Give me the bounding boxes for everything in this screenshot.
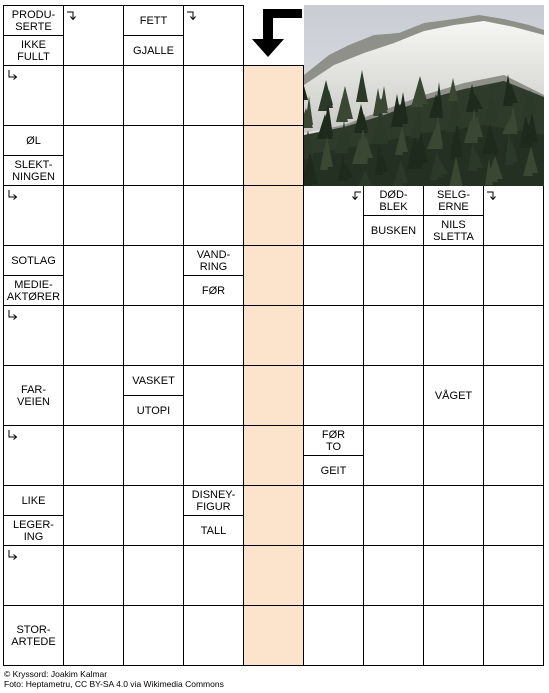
answer-cell[interactable] [123, 485, 184, 546]
answer-cell[interactable] [363, 545, 424, 606]
answer-cell[interactable] [303, 245, 364, 306]
answer-cell[interactable] [123, 185, 184, 246]
snowy-mountain-forest-photo [304, 5, 544, 186]
clue-box: LIKE [3, 485, 64, 516]
solution-cell[interactable] [243, 485, 304, 546]
clue-box: PRODU- SERTE [3, 5, 64, 36]
clue-box: TALL [183, 515, 244, 546]
clue-box: DØD- BLEK [363, 185, 424, 216]
arrow-down-right-icon [6, 189, 18, 201]
clue-box: SELG- ERNE [423, 185, 484, 216]
arrow-down-right-icon [6, 69, 18, 81]
credit-puzzle-author: © Kryssord: Joakim Kalmar [4, 669, 108, 679]
clue-box: STOR- ARTEDE [3, 605, 64, 666]
answer-cell[interactable] [423, 245, 484, 306]
clue-box: NILS SLETTA [423, 215, 484, 246]
arrow-right-down-icon [486, 189, 498, 201]
answer-cell[interactable] [63, 125, 124, 186]
answer-cell[interactable] [483, 485, 544, 546]
answer-cell[interactable] [423, 425, 484, 486]
arrow-down-right-icon [6, 549, 18, 561]
answer-cell[interactable] [123, 425, 184, 486]
solution-cell[interactable] [243, 125, 304, 186]
clue-box: VASKET [123, 365, 184, 396]
clue-box: VÅGET [423, 365, 484, 426]
answer-cell[interactable] [63, 185, 124, 246]
answer-cell[interactable] [183, 65, 244, 126]
answer-cell[interactable] [123, 125, 184, 186]
credits [4, 669, 224, 689]
solution-cell[interactable] [243, 545, 304, 606]
crossword-grid [4, 6, 544, 666]
answer-cell[interactable] [63, 545, 124, 606]
answer-cell[interactable] [183, 425, 244, 486]
answer-cell[interactable] [483, 365, 544, 426]
credit-photo: Foto: Heptametru, CC BY-SA 4.0 via Wikimedia Commons [4, 679, 224, 689]
solution-cell[interactable] [243, 365, 304, 426]
answer-cell[interactable] [363, 485, 424, 546]
answer-cell[interactable] [63, 365, 124, 426]
answer-cell[interactable] [483, 245, 544, 306]
clue-box: SOTLAG [3, 245, 64, 276]
answer-cell[interactable] [63, 305, 124, 366]
arrow-down-right-icon [6, 429, 18, 441]
answer-cell[interactable] [63, 65, 124, 126]
clue-box: SLEKT- NINGEN [3, 155, 64, 186]
clue-box: LEGER- ING [3, 515, 64, 546]
solution-cell[interactable] [243, 605, 304, 666]
clue-box: MEDIE- AKTØRER [3, 275, 64, 306]
answer-cell[interactable] [363, 365, 424, 426]
answer-cell[interactable] [303, 605, 364, 666]
answer-cell[interactable] [123, 605, 184, 666]
answer-cell[interactable] [63, 485, 124, 546]
answer-cell[interactable] [483, 605, 544, 666]
clue-box: GEIT [303, 455, 364, 486]
clue-box: IKKE FULLT [3, 35, 64, 66]
answer-cell[interactable] [423, 545, 484, 606]
answer-cell[interactable] [423, 305, 484, 366]
answer-cell[interactable] [123, 65, 184, 126]
clue-box: VAND- RING [183, 245, 244, 276]
solution-cell[interactable] [243, 185, 304, 246]
clue-box: FØR [183, 275, 244, 306]
answer-cell[interactable] [303, 365, 364, 426]
arrow-right-down-icon [66, 9, 78, 21]
turn-down-arrow-icon [244, 6, 304, 66]
arrow-down-right-icon [6, 309, 18, 321]
answer-cell[interactable] [483, 545, 544, 606]
answer-cell[interactable] [183, 365, 244, 426]
clue-box: ØL [3, 125, 64, 156]
clue-box: GJALLE [123, 35, 184, 66]
solution-cell[interactable] [243, 65, 304, 126]
answer-cell[interactable] [183, 545, 244, 606]
answer-cell[interactable] [363, 245, 424, 306]
arrow-right-down-icon [186, 9, 198, 21]
answer-cell[interactable] [363, 605, 424, 666]
clue-box: FØR TO [303, 425, 364, 456]
clue-box: FETT [123, 5, 184, 36]
answer-cell[interactable] [63, 425, 124, 486]
answer-cell[interactable] [423, 605, 484, 666]
answer-cell[interactable] [63, 245, 124, 306]
answer-cell[interactable] [63, 605, 124, 666]
clue-box: BUSKEN [363, 215, 424, 246]
clue-box: FAR- VEIEN [3, 365, 64, 426]
clue-box: UTOPI [123, 395, 184, 426]
answer-cell[interactable] [303, 485, 364, 546]
clue-box: DISNEY- FIGUR [183, 485, 244, 516]
solution-cell[interactable] [243, 305, 304, 366]
answer-cell[interactable] [303, 305, 364, 366]
answer-cell[interactable] [183, 185, 244, 246]
answer-cell[interactable] [123, 245, 184, 306]
answer-cell[interactable] [363, 305, 424, 366]
answer-cell[interactable] [423, 485, 484, 546]
solution-cell[interactable] [243, 425, 304, 486]
answer-cell[interactable] [483, 305, 544, 366]
answer-cell[interactable] [123, 545, 184, 606]
solution-cell[interactable] [243, 245, 304, 306]
arrow-left-down-icon [350, 189, 362, 201]
answer-cell[interactable] [183, 125, 244, 186]
answer-cell[interactable] [363, 425, 424, 486]
answer-cell[interactable] [483, 425, 544, 486]
answer-cell[interactable] [183, 305, 244, 366]
answer-cell[interactable] [123, 305, 184, 366]
answer-cell[interactable] [303, 545, 364, 606]
answer-cell[interactable] [183, 605, 244, 666]
